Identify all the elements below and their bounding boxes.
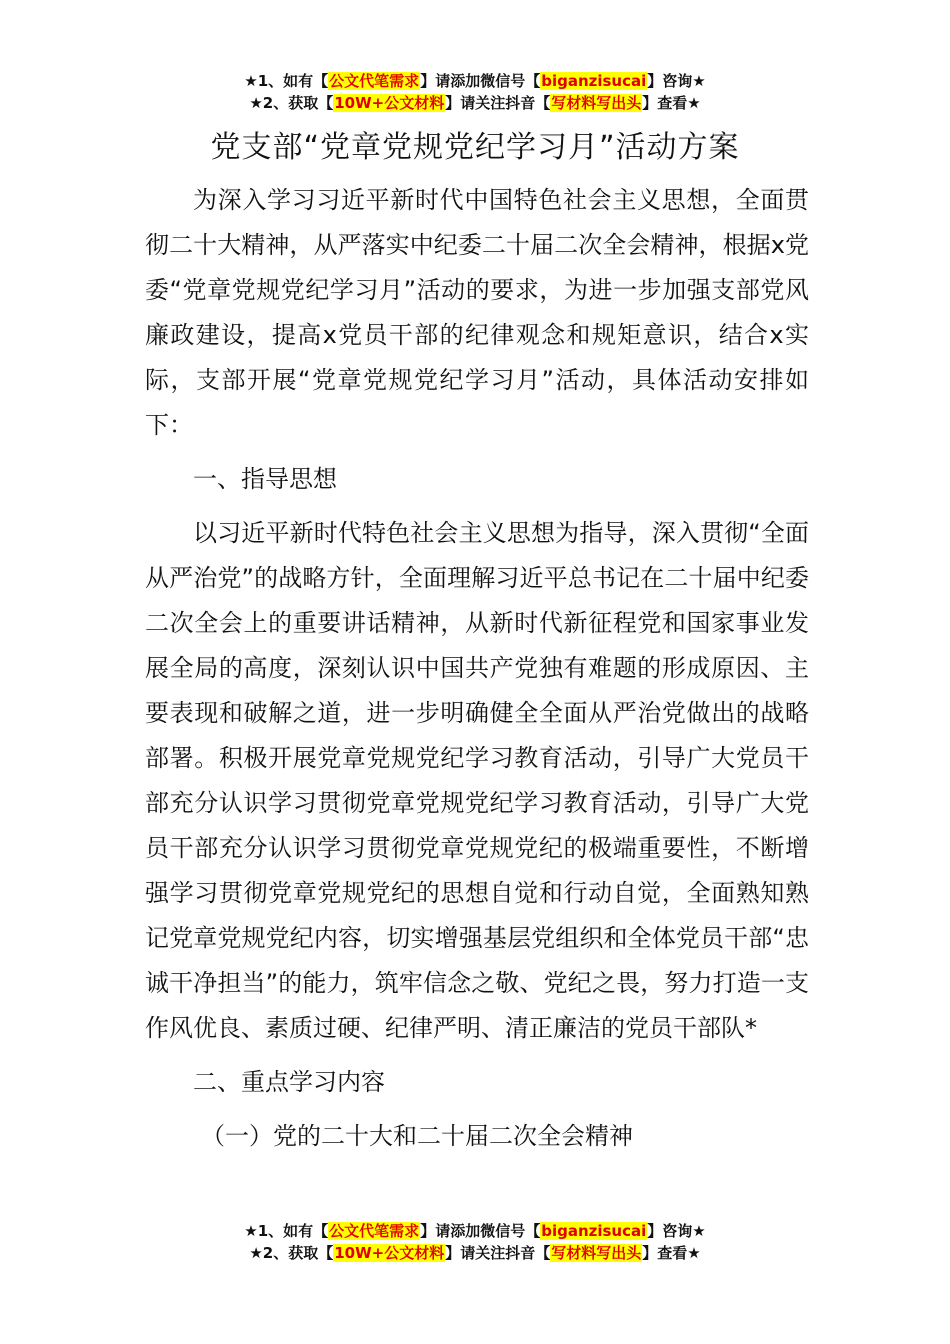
promo-line-2: ★2、获取【10W+公文材料】请关注抖音【写材料写出头】查看★ — [249, 1244, 701, 1262]
promo-highlight: 公文代笔需求 — [329, 1222, 420, 1240]
promo-highlight: 10W+公文材料 — [334, 1244, 445, 1262]
document-title: 党支部“党章党规党纪学习月”活动方案 — [210, 130, 740, 165]
footer-promo-banner — [0, 1220, 950, 1264]
promo-line-2: ★2、获取【10W+公文材料】请关注抖音【写材料写出头】查看★ — [249, 94, 701, 112]
promo-highlight: biganzisucai — [541, 1222, 647, 1240]
promo-highlight: 写材料写出头 — [551, 1244, 642, 1262]
section-2-subheading: （一）党的二十大和二十届二次全会精神 — [201, 1122, 633, 1150]
intro-paragraph: 为深入学习习近平新时代中国特色社会主义思想，全面贯彻二十大精神，从严落实中纪委二十届二次全会精神，根据x党委“党章党规党纪学习月”活动的要求，为进一步加强支部党风廉政建设，提高x党员干部的纪律观念和规矩意识，结合x实际，支部开展“党章党规党纪学习月”活动，具体活动安排如下： — [145, 186, 809, 439]
header-promo-banner — [0, 70, 950, 114]
promo-highlight: 写材料写出头 — [551, 94, 642, 112]
promo-highlight: 公文代笔需求 — [329, 72, 420, 90]
section-2-heading: 二、重点学习内容 — [193, 1068, 385, 1096]
section-1-paragraph: 以习近平新时代特色社会主义思想为指导，深入贯彻“全面从严治党”的战略方针，全面理解习近平总书记在二十届中纪委二次全会上的重要讲话精神，从新时代新征程党和国家事业发展全局的高度，深刻认识中国共产党独有难题的形成原因、主要表现和破解之道，进一步明确健全全面从严治党做出的战略部署。积极开展党章党规党纪学习教育活动，引导广大党员干部充分认识学习贯彻党章党规党纪学习教育活动，引导广大党员干部充分认识学习贯彻党章党规党纪的极端重要性，不断增强学习贯彻党章党规党纪的思想自觉和行动自觉，全面熟知熟记党章党规党纪内容，切实增强基层党组织和全体党员干部“忠诚干净担当”的能力，筑牢信念之敬、党纪之畏，努力打造一支作风优良、素质过硬、纪律严明、清正廉洁的党员干部队* — [145, 519, 809, 1042]
section-1-heading: 一、指导思想 — [193, 465, 337, 493]
promo-line-1: ★1、如有【公文代笔需求】请添加微信号【biganzisucai】咨询★ — [244, 72, 706, 90]
promo-line-1: ★1、如有【公文代笔需求】请添加微信号【biganzisucai】咨询★ — [244, 1222, 706, 1240]
promo-highlight: 10W+公文材料 — [334, 94, 445, 112]
document-body — [145, 178, 809, 1159]
promo-highlight: biganzisucai — [541, 72, 647, 90]
